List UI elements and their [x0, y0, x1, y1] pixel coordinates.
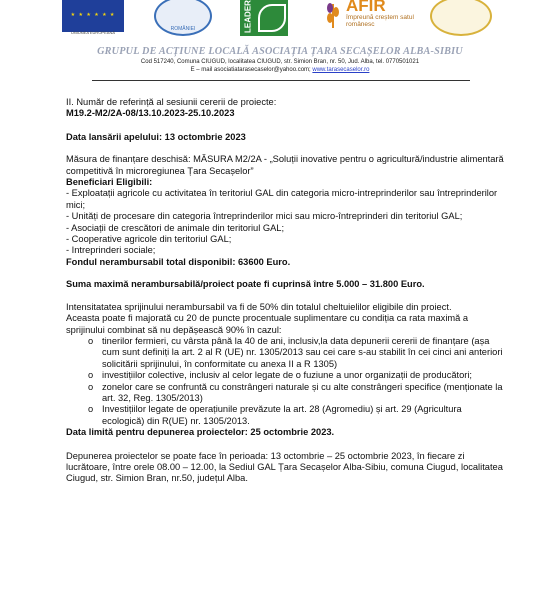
- afir-logo: [324, 0, 430, 36]
- email-text: E – mail asociatiatarasecaselor@yahoo.com;: [190, 67, 311, 73]
- increase-conditions: Aceasta poate fi majorată cu 20 de puncte procentuale suplimentare cu condiția ca rata maximă a sprijinului combinat să nu depășească 90% în cazul:: [66, 313, 469, 335]
- beneficiary-item: - Exploatații agricole cu activitatea în teritoriul GAL din categoria micro-intreprinderilor sau întreprinderilor mici;: [66, 188, 498, 210]
- afir-name: AFIR: [346, 0, 386, 15]
- romania-coat-of-arms-logo: [154, 0, 212, 36]
- organization-title: GRUPUL DE ACȚIUNE LOCALĂ ASOCIAȚIA ȚARA SECAȘELOR ALBA-SIBIU: [97, 46, 463, 57]
- submission-info: Depunerea proiectelor se poate face în perioada: 13 octombrie – 25 octombrie 2023, în fiecare zi lucrătoare, între orele 08.00 – 12.00, la Sediul GAL Țara Secașelor Alba-Sibiu, comuna Ciugud, localitatea Ciugud, str. Simion Bran, nr.50, județul Alba.: [66, 450, 503, 484]
- list-item: o zonelor care se confruntă cu constrângeri naturale și cu alte constrângeri specifice (menționate la art. 32, Reg. 1305/2013): [88, 381, 503, 403]
- afir-tagline: împreună creștem satul românesc: [346, 14, 414, 28]
- list-item: o tinerilor fermieri, cu vârsta până la 40 de ani, inclusiv,la data depunerii cererii de finanțare (așa cum sunt definiți la art. 2 al R (UE) nr. 1305/2013 sau cei care s-au stabilit în cei cinci ani anteriori solicitării sprijinului, în conformitate cu anexa II a R 1305): [88, 335, 503, 369]
- max-grant: Suma maximă nerambursabilă/proiect poate fi cuprinsă între 5.000 – 31.800 Euro.: [66, 279, 425, 290]
- ro-caption: ROMÂNIEI: [170, 26, 196, 32]
- announcement-body: [66, 97, 504, 485]
- wheat-icon: [324, 0, 342, 28]
- header-divider: [92, 80, 470, 81]
- beneficiary-item: - Asociații de crescători de animale din teritoriul GAL;: [66, 222, 285, 233]
- list-item: o investițiilor colective, inclusiv al celor legate de o fuziune a unor organizații de producători;: [88, 370, 473, 381]
- eu-flag-logo: ★ ★ ★ ★ ★ ★: [62, 0, 124, 32]
- beneficiary-item: - Cooperative agricole din teritoriul GAL;: [66, 234, 232, 245]
- eu-caption: UNIUNEA EUROPEANĂ: [70, 30, 115, 35]
- leader-logo: [240, 0, 288, 36]
- beneficiary-item: - Unități de procesare din categoria întreprinderilor mici sau micro-întreprinderi din teritoriul GAL;: [66, 211, 463, 222]
- organization-contact: [0, 67, 560, 73]
- logo-bar: [0, 0, 560, 44]
- cases-list: [66, 336, 504, 427]
- reference-code: M19.2-M2/2A-08/13.10.2023-25.10.2023: [66, 108, 235, 119]
- reference-line: II. Număr de referință al sesiunii cererii de proiecte:: [66, 97, 277, 107]
- total-fund: Fondul nerambursabil total disponibil: 63600 Euro.: [66, 256, 291, 267]
- organization-address: Cod 517240, Comuna CIUGUD, localitatea CIUGUD, str. Simion Bran, nr. 50, Jud. Alba, tel. 0770501021: [140, 59, 420, 65]
- website-link[interactable]: www.tarasecaselor.ro: [312, 67, 370, 73]
- beneficiaries-title: Beneficiari Eligibili:: [66, 177, 153, 188]
- beneficiary-item: - Intreprinderi sociale;: [66, 245, 156, 256]
- list-item: o Investițiilor legate de operațiunile prevăzute la art. 28 (Agromediu) și art. 29 (Agricultura ecologică) din R(UE) nr. 1305/2013.: [88, 404, 462, 426]
- deadline: Data limită pentru depunerea proiectelor: 25 octombrie 2023.: [66, 427, 335, 438]
- launch-date: Data lansării apelului: 13 octombrie 2023: [66, 131, 246, 142]
- support-intensity: Intensitatatea sprijinului nerambursabil va fi de 50% din totalul cheltuielilor eligibile din proiect.: [66, 301, 452, 312]
- leader-label: LEADER: [243, 0, 253, 33]
- measure-title: Măsura de finanțare deschisă: MĂSURA M2/2A - „Soluții inovative pentru o agricultură/industrie alimentară competitivă în microregiunea Țara Secașelor”: [66, 154, 504, 176]
- gal-seal-logo: [430, 0, 492, 36]
